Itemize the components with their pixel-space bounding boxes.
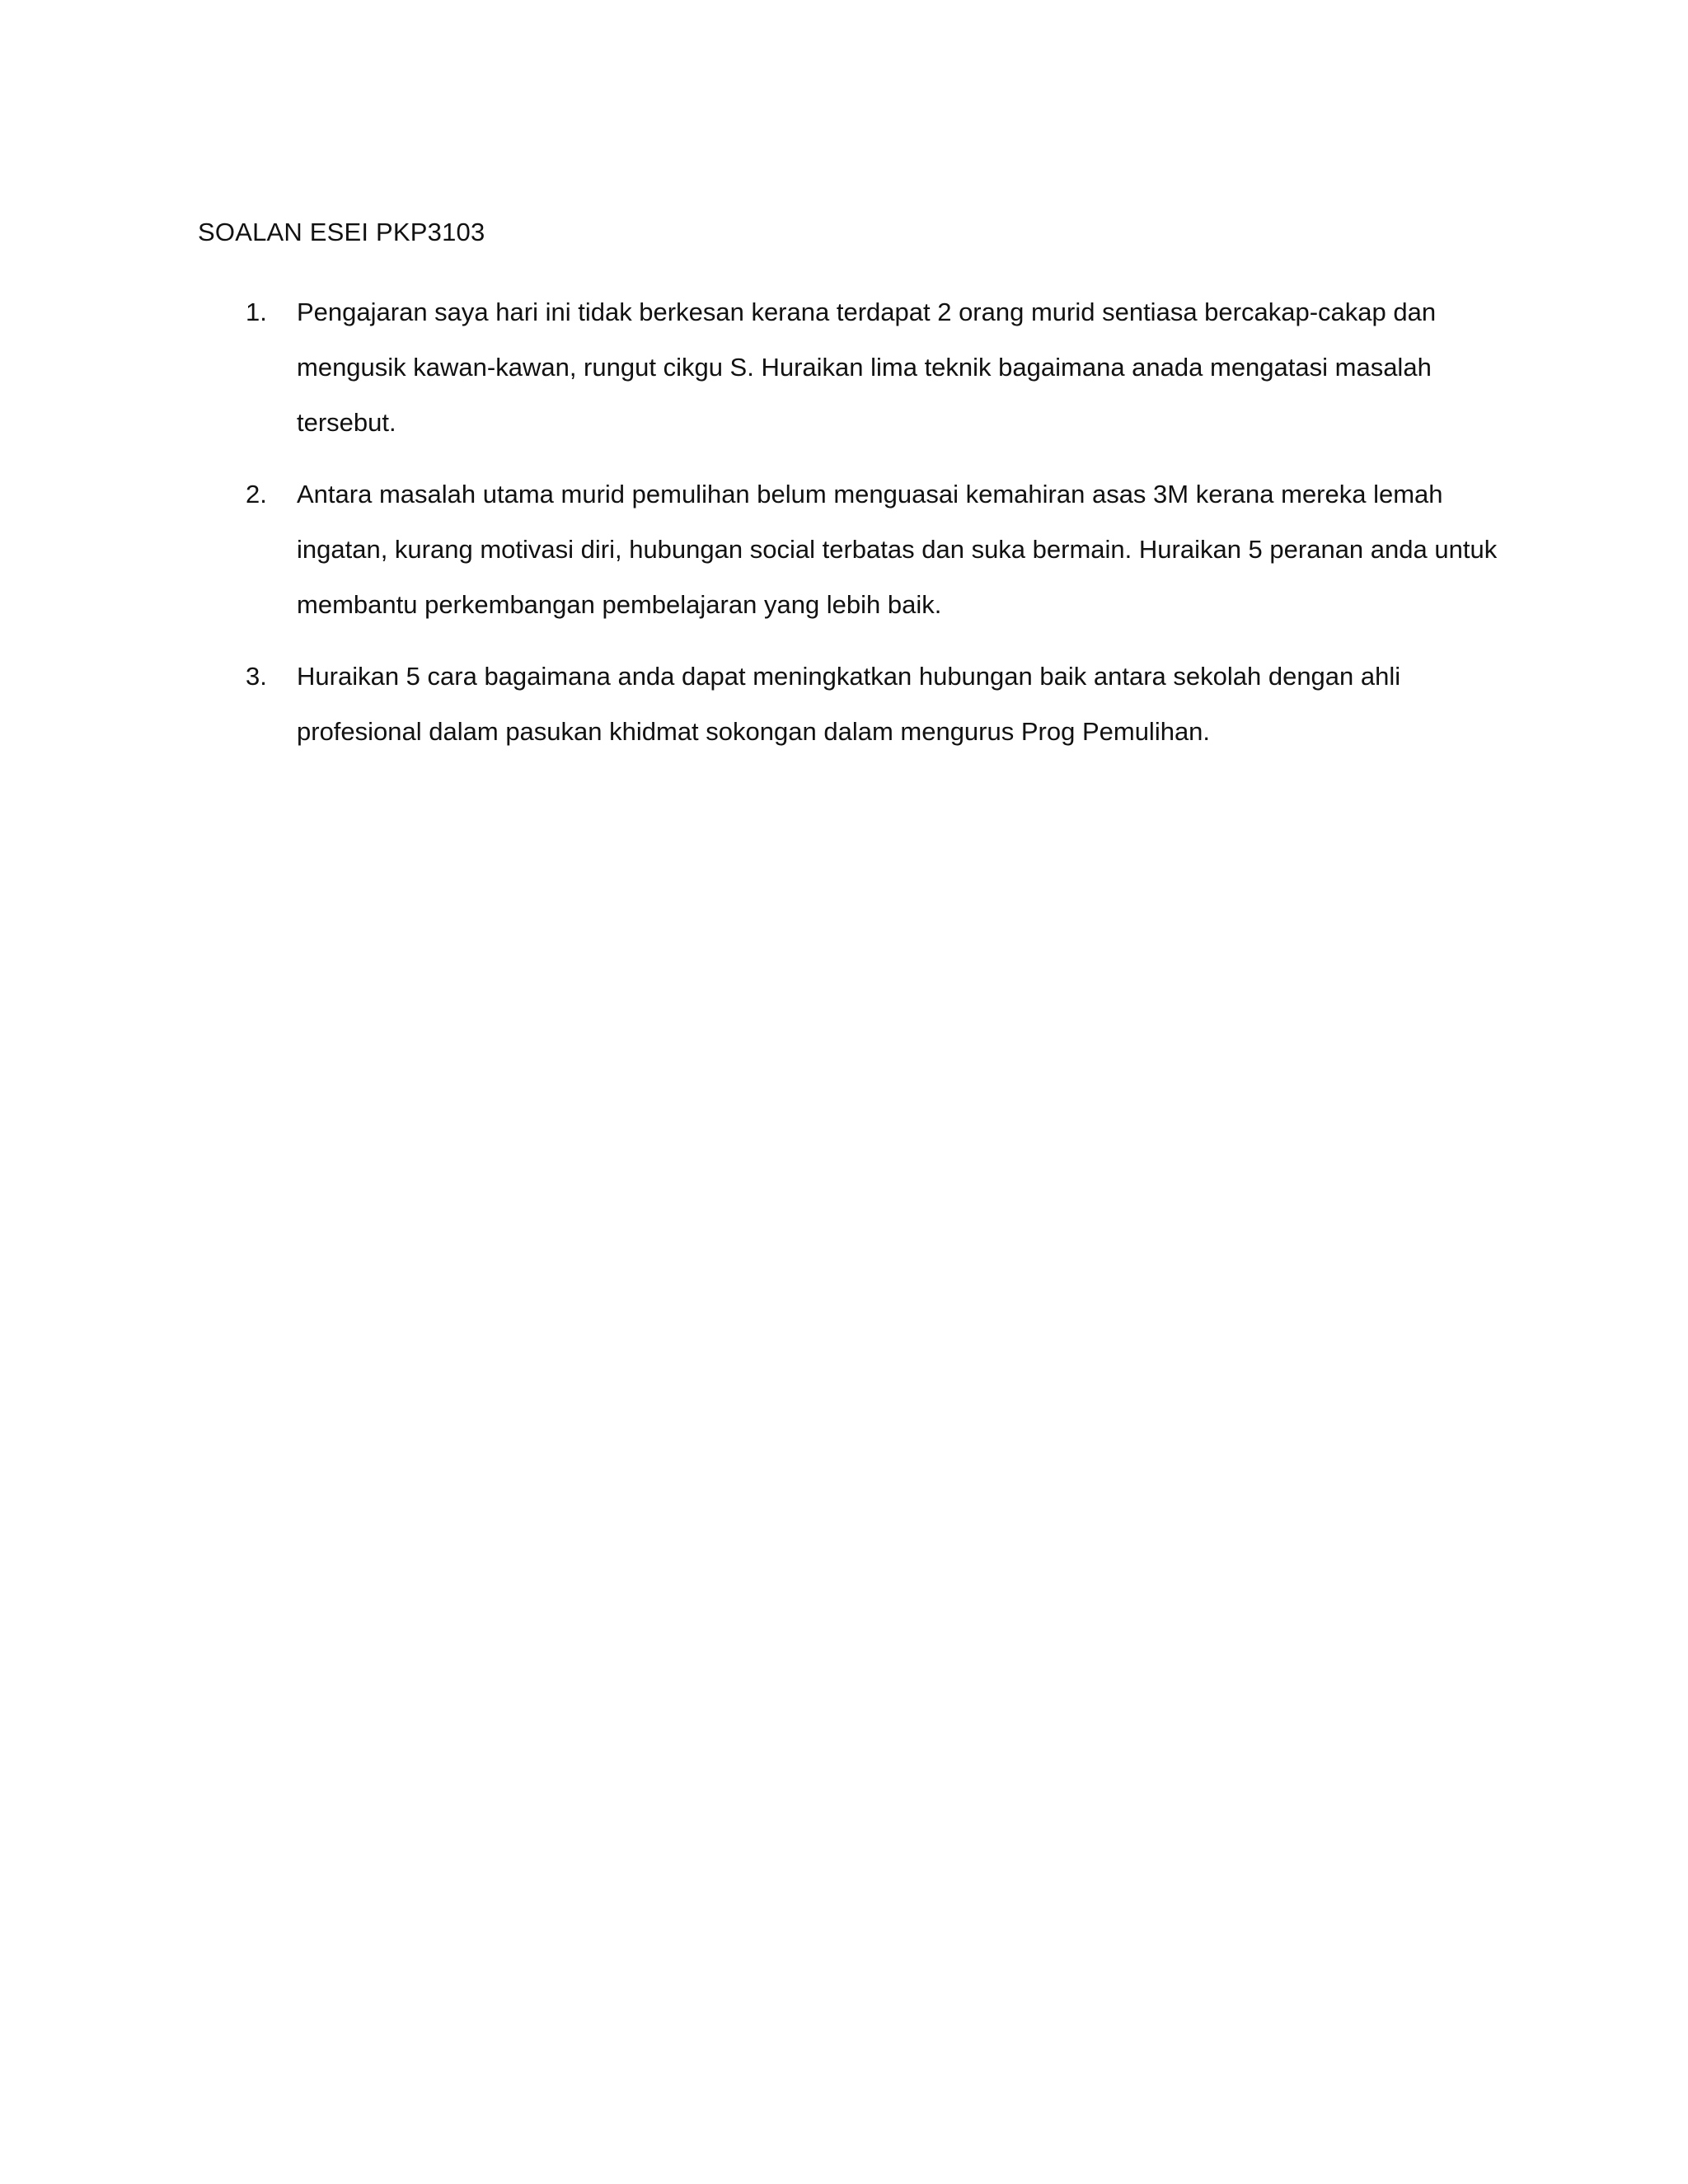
question-number: 1.: [246, 298, 267, 326]
question-text: Antara masalah utama murid pemulihan belum menguasai kemahiran asas 3M kerana mereka lemah ingatan, kurang motivasi diri, hubungan social terbatas dan suka bermain. Huraikan 5 peranan anda untuk membantu perkembangan pembelajaran yang lebih baik.: [297, 480, 1498, 619]
document-title: SOALAN ESEI PKP3103: [198, 218, 485, 246]
question-list: [198, 284, 1500, 776]
question-item: [198, 649, 1500, 759]
question-text: Pengajaran saya hari ini tidak berkesan kerana terdapat 2 orang murid sentiasa bercakap-cakap dan mengusik kawan-kawan, rungut cikgu S. Huraikan lima teknik bagaimana anada mengatasi masalah tersebut.: [297, 298, 1437, 437]
question-number: 2.: [246, 480, 267, 509]
question-item: [198, 284, 1500, 450]
question-item: [198, 466, 1500, 632]
question-text: Huraikan 5 cara bagaimana anda dapat meningkatkan hubungan baik antara sekolah dengan ahli profesional dalam pasukan khidmat sokongan dalam mengurus Prog Pemulihan.: [297, 662, 1401, 746]
question-number: 3.: [246, 662, 267, 691]
